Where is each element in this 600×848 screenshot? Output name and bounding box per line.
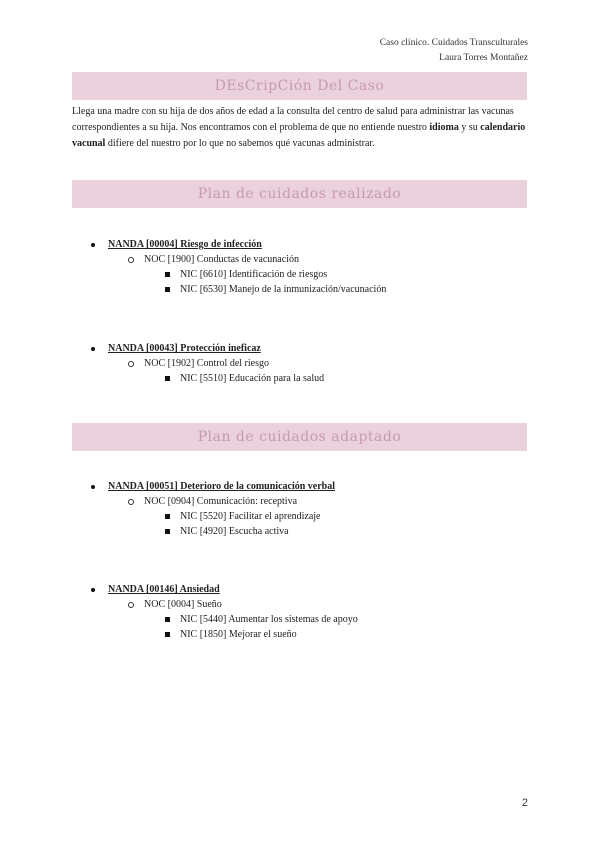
bullet-circle-icon (128, 257, 134, 263)
nanda-diagnosis: NANDA [00043] Protección ineficaz (108, 343, 261, 354)
bullet-circle-icon (128, 602, 134, 608)
care-plan-item (88, 237, 528, 297)
bullet-dot-icon (91, 588, 95, 592)
intro-text-2: y su (458, 122, 481, 133)
nic-intervention: NIC [1850] Mejorar el sueño (180, 629, 297, 640)
noc-outcome: NOC [1902] Control del riesgo (144, 358, 269, 369)
header-title: Caso clínico. Cuidados Transculturales (379, 38, 528, 48)
page-header (380, 36, 528, 66)
header-author: Laura Torres Montañez (439, 53, 528, 63)
section-heading-descripcion: DEsCripCión Del Caso (72, 72, 527, 100)
bullet-square-icon (165, 287, 170, 292)
care-plan-item (88, 341, 528, 386)
section-heading-realizado: Plan de cuidados realizado (72, 180, 527, 208)
nanda-diagnosis: NANDA [00146] Ansiedad (108, 584, 220, 595)
intro-bold-idioma: idioma (429, 122, 459, 133)
intro-bold-calendario: calendario vacunal (72, 122, 526, 149)
nanda-diagnosis: NANDA [00051] Deterioro de la comunicación verbal (108, 481, 336, 492)
noc-outcome: NOC [1900] Conductas de vacunación (144, 254, 299, 265)
page-number: 2 (521, 797, 528, 809)
noc-outcome: NOC [0904] Comunicación: receptiva (144, 496, 298, 507)
nic-intervention: NIC [5510] Educación para la salud (180, 373, 325, 384)
nanda-diagnosis: NANDA [00004] Riesgo de infección (108, 239, 262, 250)
bullet-square-icon (165, 514, 170, 519)
bullet-circle-icon (128, 361, 134, 367)
bullet-circle-icon (128, 499, 134, 505)
nic-intervention: NIC [5520] Facilitar el aprendizaje (180, 511, 321, 522)
bullet-dot-icon (91, 243, 95, 247)
bullet-square-icon (165, 376, 170, 381)
intro-text-1: Llega una madre con su hija de dos años de edad a la consulta del centro de salud para administrar las vacunas correspondientes a su hija. Nos encontramos con el problema de que no entiende nuestro (72, 106, 514, 133)
care-plan-item (88, 479, 528, 539)
bullet-dot-icon (91, 347, 95, 351)
nic-intervention: NIC [6610] Identificación de riesgos (180, 269, 328, 280)
bullet-dot-icon (91, 485, 95, 489)
bullet-square-icon (165, 632, 170, 637)
noc-outcome: NOC [0004] Sueño (144, 599, 222, 610)
care-plan-item (88, 582, 528, 642)
intro-text-3: difiere del nuestro por lo que no sabemos qué vacunas administrar. (105, 138, 375, 149)
bullet-square-icon (165, 529, 170, 534)
nic-intervention: NIC [6530] Manejo de la inmunización/vacunación (180, 284, 387, 295)
intro-paragraph (72, 104, 530, 152)
bullet-square-icon (165, 617, 170, 622)
bullet-square-icon (165, 272, 170, 277)
section-heading-adaptado: Plan de cuidados adaptado (72, 423, 527, 451)
nic-intervention: NIC [5440] Aumentar los sistemas de apoyo (180, 614, 358, 625)
nic-intervention: NIC [4920] Escucha activa (180, 526, 289, 537)
